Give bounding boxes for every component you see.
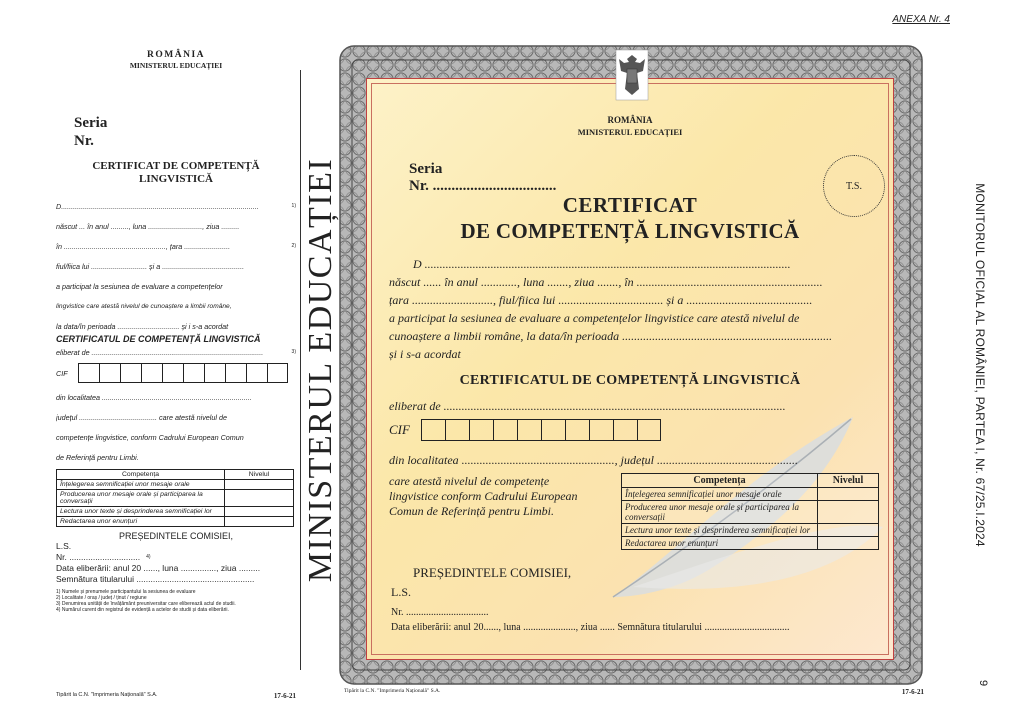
cert-ls: L.S. [391, 585, 412, 599]
cert-president: PREȘEDINTELE COMISIEI, [413, 565, 572, 580]
table-row: Lectura unor texte și desprinderea semnificației lor [622, 524, 879, 537]
stub-table-header-comp: Competența [57, 470, 225, 480]
cert-cif-boxes [421, 419, 661, 441]
stub-line: județul ....................................... care atestă nivelul de [56, 413, 227, 422]
cert-line: și i s-a acordat [389, 347, 461, 361]
stub-cif-boxes [78, 363, 288, 383]
stub-line: competențe lingvistice, conform Cadrului European Comun [56, 433, 244, 442]
cert-heading: CERTIFICATUL DE COMPETENȚĂ LINGVISTICĂ [459, 373, 801, 388]
stub-signature-line: Semnătura titularului .................................................. [56, 574, 255, 584]
stub-nr-line: Nr. .............................. 4) [56, 552, 151, 562]
stub-competence-table [56, 469, 294, 527]
stub-seria: Seria [74, 115, 108, 131]
table-row: Lectura unor texte și desprinderea semnificației lor [57, 507, 294, 517]
cert-country: ROMÂNIA [607, 115, 653, 125]
cert-ministry: MINISTERUL EDUCAȚIEI [577, 127, 683, 137]
certificate-stub [56, 50, 296, 700]
certificate-body [366, 78, 894, 660]
cert-description: care atestă nivelul de competențe lingvistice conform Cadrului European Comun de Referință pentru Limbi. [389, 474, 578, 518]
cert-cif-row [389, 419, 661, 441]
stub-printer: Tipărit la C.N. "Imprimeria Națională" S.A. 17-6-21 [56, 692, 296, 700]
stub-cif-row [56, 363, 296, 383]
table-row: Producerea unor mesaje orale și participarea la conversații [57, 490, 294, 507]
stub-title-2: LINGVISTICĂ [139, 173, 213, 185]
cert-date-line: Data eliberării: anul 20......, luna ....................., ziua ...... Semnătura titularului .................................. [391, 622, 790, 633]
stub-heading: CERTIFICATUL DE COMPETENȚĂ LINGVISTICĂ [56, 334, 261, 344]
cert-nr-line: Nr. ................................. [391, 607, 489, 618]
stub-date-line: Data eliberării: anul 20 ......, luna ..............., ziua ......... [56, 563, 261, 573]
stub-ls: L.S. [56, 541, 72, 551]
table-row: Înțelegerea semnificației unor mesaje orale [622, 488, 879, 501]
certificate [338, 44, 924, 686]
table-row: Redactarea unor enunțuri [622, 537, 879, 550]
cert-seria-nr: Seria Nr. ................................. [409, 161, 557, 194]
cert-printer: Tipărit la C.N. "Imprimeria Națională" S.A. 17-6-21 [344, 688, 924, 696]
stub-line: lingvistice care atestă nivelul de cunoaștere a limbii române, [56, 303, 232, 310]
cert-line: născut ...... în anul ............, luna ......., ziua ......., în .............................................................. [389, 275, 823, 289]
annex-label: ANEXA Nr. 4 [892, 14, 950, 25]
stub-title-1: CERTIFICAT DE COMPETENȚĂ [92, 160, 260, 172]
cert-title: CERTIFICAT [562, 193, 698, 217]
cert-subtitle: DE COMPETENȚĂ LINGVISTICĂ [460, 219, 800, 243]
stub-line: D................................................................................................... 1) [56, 202, 296, 211]
stamp-placeholder: T.S. [823, 155, 885, 217]
cert-cif-label: CIF [389, 422, 410, 437]
stub-line: eliberat de ...................................................................................... 3) [56, 348, 296, 357]
cert-line: a participat la sesiunea de evaluare a competențelor lingvistice care atestă nivelul de [389, 311, 800, 325]
table-row: Redactarea unor enunțuri [57, 517, 294, 527]
stub-line: născut ... în anul ........., luna ..........................., ziua ......... [56, 222, 240, 231]
stub-line: la data/în perioada ............................... și i s-a acordat [56, 322, 229, 331]
gazette-header: MONITORUL OFICIAL AL ROMÂNIEI, PARTEA I, Nr. 67/25.I.2024 [973, 183, 987, 547]
stub-cif-label: CIF [56, 368, 68, 378]
cert-line: D .......................................................................................................................... [389, 257, 791, 271]
coat-of-arms-icon [615, 49, 649, 101]
cert-line: cunoaștere a limbii române, la data/în perioada ...................................................................... [389, 329, 833, 343]
cert-line: țara ..........................., fiul/fiica lui ................................... și a .......................................... [389, 293, 813, 307]
stub-table-header-level: Nivelul [225, 470, 294, 480]
stub-line: în ..................................................., țara ....................... 2) [56, 242, 296, 251]
cert-competence-table [621, 473, 879, 550]
cert-table-header-comp: Competența [622, 474, 818, 488]
stub-line: fiul/fiica lui ............................ și a ......................................... [56, 262, 245, 271]
stub-line: a participat la sesiunea de evaluare a competențelor [56, 282, 223, 291]
stub-president: PREȘEDINTELE COMISIEI, [118, 531, 234, 541]
stub-country: ROMÂNIA [147, 50, 205, 60]
cert-eliberat: eliberat de .................................................................................................................. [389, 399, 786, 413]
table-row: Producerea unor mesaje orale și participarea la conversații [622, 501, 879, 524]
stub-notes: 1) Numele și prenumele participantului la sesiunea de evaluare 2) Localitate / oraș / județ / ținut / regiune 3) Denumirea unității de învățământ preuniversitar care eliberează actul de studii. 4) Numărul curent din registrul de evidență a actelor de studii și data eliberării. [56, 589, 236, 613]
table-row: Înțelegerea semnificației unor mesaje orale [57, 480, 294, 490]
cert-localitate: din localitatea ..................................................., județul ............................................... [389, 453, 798, 467]
stub-line: de Referință pentru Limbi. [56, 453, 139, 462]
stub-ministry: MINISTERUL EDUCAȚIEI [129, 61, 223, 70]
cert-lines [389, 257, 879, 365]
stub-line: din localitatea ........................................................................... [56, 393, 252, 402]
cert-table-header-level: Nivelul [818, 474, 879, 488]
stub-nr: Nr. [74, 133, 94, 149]
ministry-vertical-band: MINISTERUL EDUCAȚIEI [300, 70, 340, 670]
page-number: 9 [976, 679, 989, 687]
